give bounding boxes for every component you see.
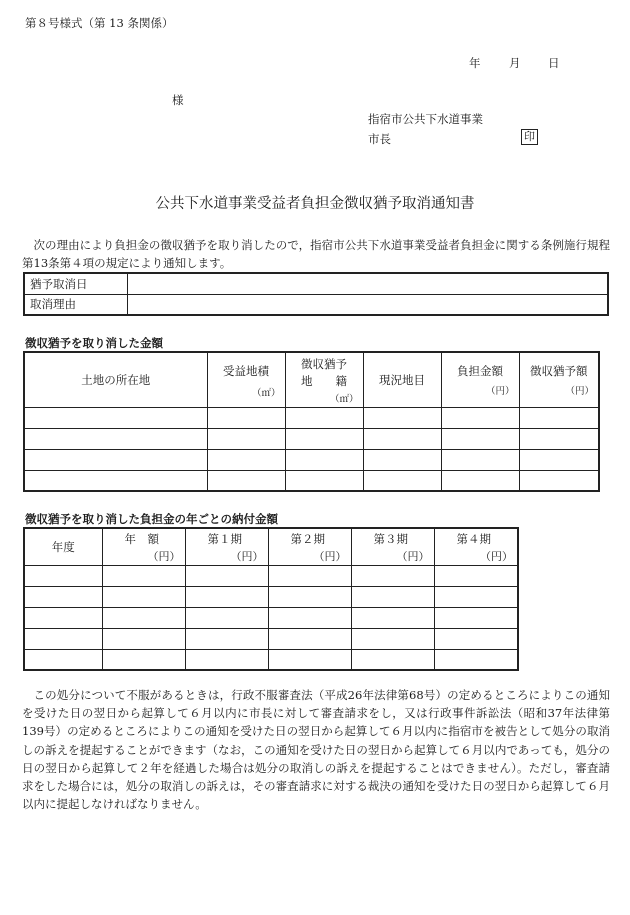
table-row (24, 428, 599, 449)
issuer-title: 市長 (368, 132, 391, 146)
table-row (24, 294, 608, 315)
addressee-suffix: 様 (172, 93, 184, 107)
seal-mark: 印 (521, 129, 538, 145)
fiscal-year-header: 年度 (24, 528, 102, 565)
section1-heading: 徴収猶予を取り消した金額 (25, 336, 163, 350)
annual-payment-table (23, 527, 519, 671)
table-row (24, 649, 518, 670)
cancel-reason-label: 取消理由 (24, 294, 127, 315)
document-title: 公共下水道事業受益者負担金徴収猶予取消通知書 (155, 196, 475, 212)
cancelled-amount-table (23, 351, 600, 492)
cancel-date-value[interactable] (127, 273, 608, 294)
table-row (24, 565, 518, 586)
period3-header: 第３期 （円） (351, 528, 434, 565)
deferred-amount-header: 徴収猶予額 （円） (519, 352, 599, 407)
table-header-row (24, 528, 518, 565)
date-year: 年 (469, 56, 481, 70)
table-row (24, 407, 599, 428)
table-row (24, 586, 518, 607)
period2-header: 第２期 （円） (268, 528, 351, 565)
annual-amount-header: 年 額 （円） (102, 528, 185, 565)
benefit-area-header: 受益地積 （㎡） (207, 352, 285, 407)
table-header-row (24, 352, 599, 407)
period4-header: 第４期 （円） (434, 528, 518, 565)
issuer-org: 指宿市公共下水道事業 (368, 112, 483, 126)
cancel-date-label: 猶予取消日 (24, 273, 127, 294)
charge-amount-header: 負担金額 （円） (441, 352, 519, 407)
info-table (23, 272, 609, 316)
period1-header: 第１期 （円） (185, 528, 268, 565)
appeal-notice: この処分について不服があるときは，行政不服審査法（平成26年法律第68号）の定めるところによりこの通知を受けた日の翌日から起算して６月以内に市長に対して審査請求をし，又は行政事件訴訟法（昭和37年法律第139号）の定めるところによりこの通知を受けた日の翌日から起算して６月以内に指宿市を被告として処分の取消しの訴えを提起することができます（なお，この通知を受けた日の翌日から起算して６月以内であっても，処分の日の翌日から起算して２年を経過した場合は処分の取消しの訴えを提起することはできません）。ただし，審査請求をした場合には，処分の取消しの訴えは，その審査請求に対する裁決の通知を受けた日の翌日から起算して６月以内に提起しなければなりません。 (22, 688, 610, 812)
table-row (24, 607, 518, 628)
table-row (24, 273, 608, 294)
date-month: 月 (509, 56, 521, 70)
intro-text: 次の理由により負担金の徴収猶予を取り消したので，指宿市公共下水道事業受益者負担金に関する条例施行規程第13条第４項の規定により通知します。 (22, 238, 610, 270)
table-row (24, 449, 599, 470)
cancel-reason-value[interactable] (127, 294, 608, 315)
table-row (24, 628, 518, 649)
section2-heading: 徴収猶予を取り消した負担金の年ごとの納付金額 (25, 512, 278, 526)
deferred-area-header: 徴収猶予 地 籍 （㎡） (285, 352, 363, 407)
form-number: 第８号様式（第 13 条関係） (25, 16, 174, 30)
date-day: 日 (548, 56, 560, 70)
land-type-header: 現況地目 (363, 352, 441, 407)
location-header: 土地の所在地 (24, 352, 207, 407)
table-row (24, 470, 599, 491)
